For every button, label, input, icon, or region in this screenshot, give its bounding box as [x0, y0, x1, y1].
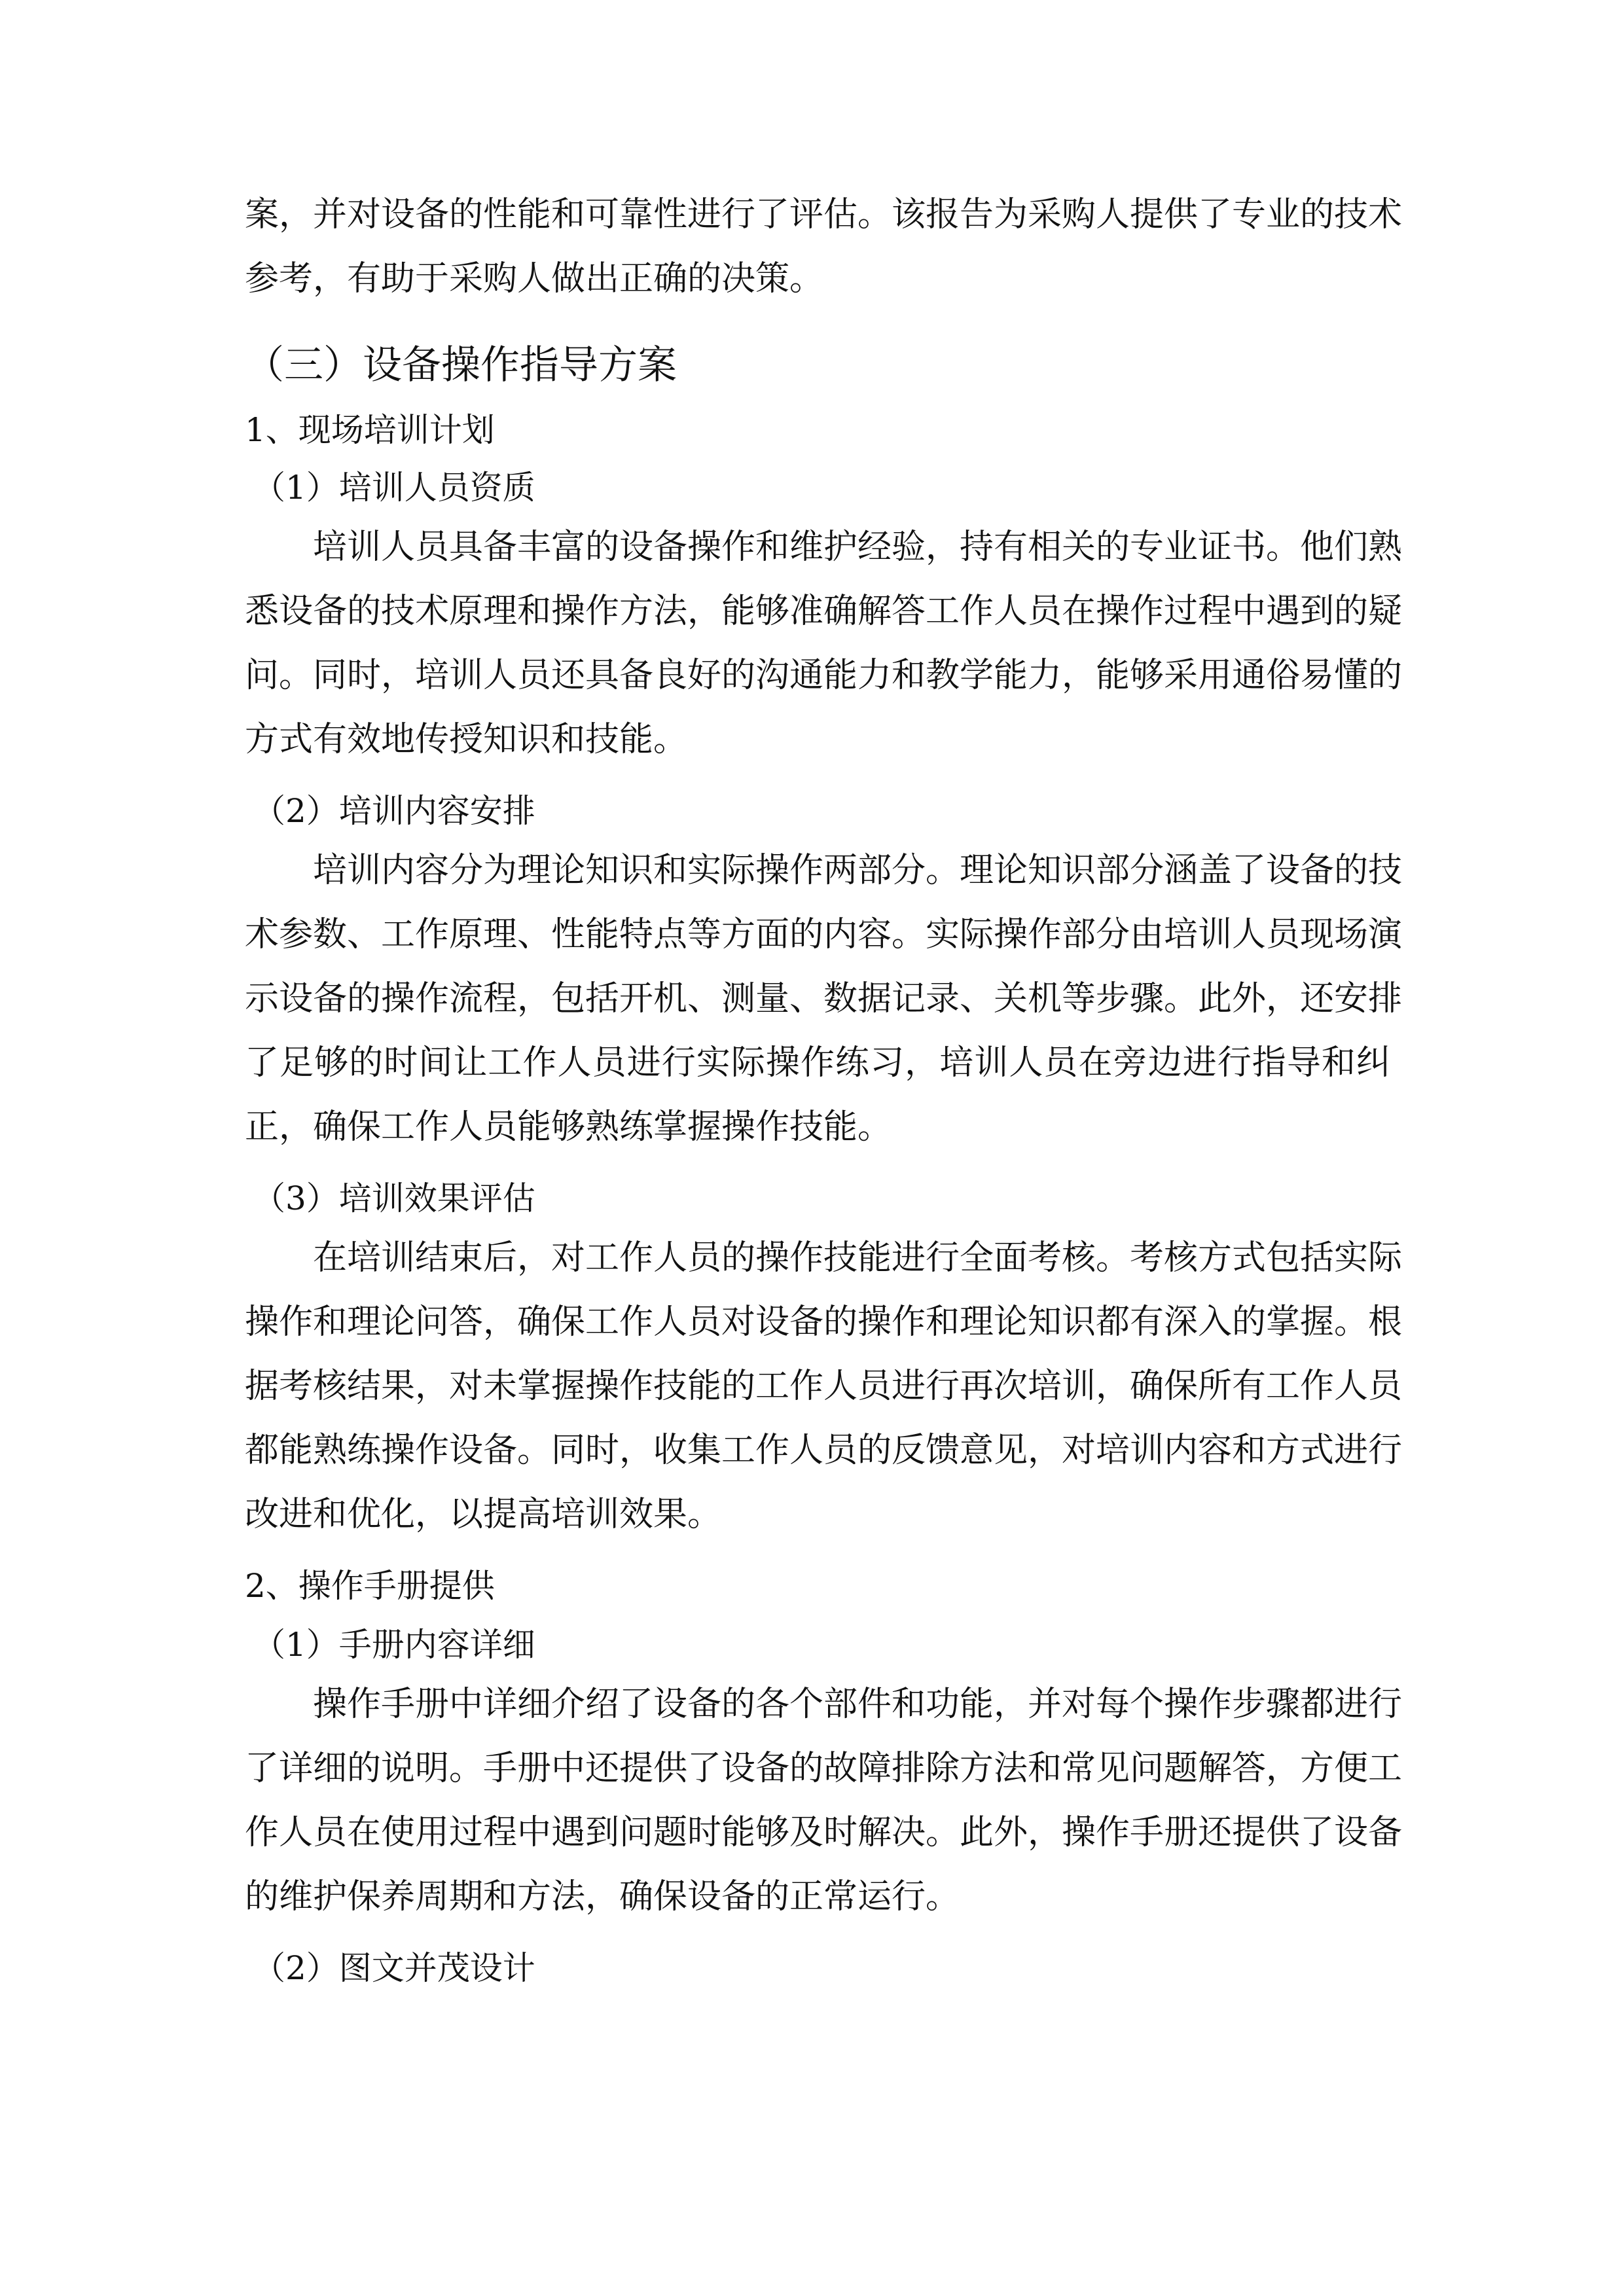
part1-sub2-line-4: 了足够的时间让工作人员进行实际操作练习，培训人员在旁边进行指导和纠	[245, 1043, 1390, 1083]
part1-sub3-line-1: 在培训结束后，对工作人员的操作技能进行全面考核。考核方式包括实际	[313, 1238, 1403, 1278]
part1-sub3-heading: （3）培训效果评估	[253, 1179, 535, 1217]
part1-sub1-line-4: 方式有效地传授知识和技能。	[245, 720, 688, 759]
part1-sub3-line-3: 据考核结果，对未掌握操作技能的工作人员进行再次培训，确保所有工作人员	[245, 1367, 1403, 1406]
part2-sub1-line-4: 的维护保养周期和方法，确保设备的正常运行。	[245, 1877, 960, 1916]
section-heading: （三）设备操作指导方案	[245, 342, 677, 388]
part1-sub2-line-5: 正，确保工作人员能够熟练掌握操作技能。	[245, 1107, 892, 1147]
part1-sub1-line-3: 问。同时，培训人员还具备良好的沟通能力和教学能力，能够采用通俗易懂的	[245, 656, 1403, 695]
part1-sub3-line-2: 操作和理论问答，确保工作人员对设备的操作和理论知识都有深入的掌握。根	[245, 1302, 1403, 1342]
part2-sub2-heading: （2）图文并茂设计	[253, 1949, 535, 1987]
part2-sub1-heading: （1）手册内容详细	[253, 1626, 535, 1664]
part1-sub3-line-5: 改进和优化，以提高培训效果。	[245, 1495, 722, 1534]
part2-heading: 2、操作手册提供	[245, 1567, 495, 1605]
part2-sub1-line-2: 了详细的说明。手册中还提供了设备的故障排除方法和常见问题解答，方便工	[245, 1749, 1403, 1788]
part1-sub1-heading: （1）培训人员资质	[253, 469, 535, 507]
intro-line-1: 案，并对设备的性能和可靠性进行了评估。该报告为采购人提供了专业的技术	[245, 195, 1403, 234]
part2-sub1-line-3: 作人员在使用过程中遇到问题时能够及时解决。此外，操作手册还提供了设备	[245, 1813, 1403, 1852]
part1-sub2-line-1: 培训内容分为理论知识和实际操作两部分。理论知识部分涵盖了设备的技	[313, 851, 1403, 890]
part1-sub2-line-2: 术参数、工作原理、性能特点等方面的内容。实际操作部分由培训人员现场演	[245, 915, 1403, 954]
part1-sub1-line-1: 培训人员具备丰富的设备操作和维护经验，持有相关的专业证书。他们熟	[313, 528, 1403, 567]
intro-line-2: 参考，有助于采购人做出正确的决策。	[245, 259, 824, 298]
part2-sub1-line-1: 操作手册中详细介绍了设备的各个部件和功能，并对每个操作步骤都进行	[313, 1685, 1403, 1724]
part1-sub1-line-2: 悉设备的技术原理和操作方法，能够准确解答工作人员在操作过程中遇到的疑	[245, 592, 1403, 631]
part1-sub2-line-3: 示设备的操作流程，包括开机、测量、数据记录、关机等步骤。此外，还安排	[245, 979, 1403, 1018]
part1-sub3-line-4: 都能熟练操作设备。同时，收集工作人员的反馈意见，对培训内容和方式进行	[245, 1431, 1403, 1470]
part1-sub2-heading: （2）培训内容安排	[253, 792, 535, 830]
part1-heading: 1、现场培训计划	[245, 411, 495, 449]
